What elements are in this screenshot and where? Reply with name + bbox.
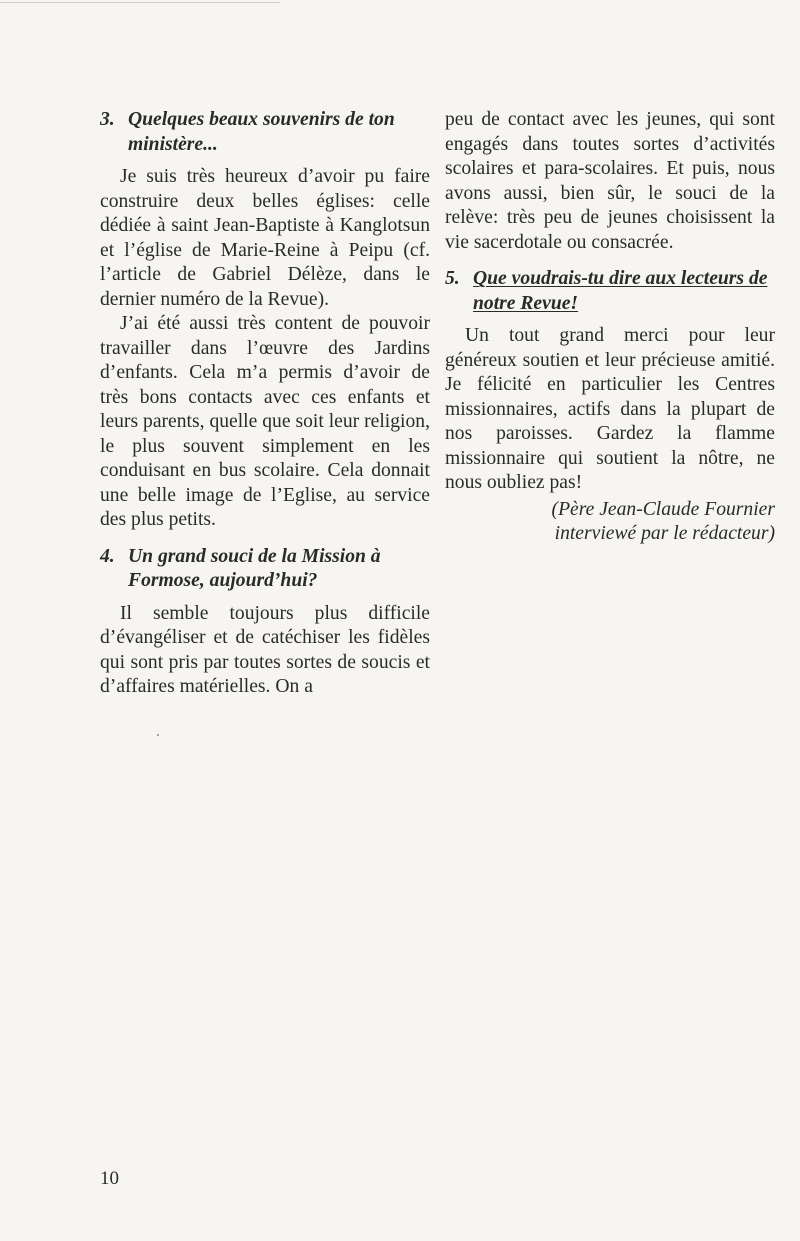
signoff-line-2: interviewé par le rédacteur) (554, 523, 775, 544)
signoff-line-1: (Père Jean-Claude Fournier (551, 498, 775, 520)
print-speck (157, 734, 159, 736)
question-4-heading (100, 545, 430, 594)
top-edge-rule (0, 2, 280, 3)
signoff (445, 498, 775, 547)
question-4-title: Un grand souci de la Mission à Formose, aujourd’hui? (128, 545, 381, 591)
left-column (100, 108, 430, 700)
answer-3-paragraph-2: J’ai été aussi très content de pouvoir travailler dans l’œuvre des Jardins d’enfants. Cela m’a permis d’avoir de très bons contacts avec ces enfants et leurs parents, quelle que soit leur religion, le plus souvent simplement en les conduisant en bus scolaire. Cela donnait une belle image de l’Eglise, au service des plus petits. (100, 313, 430, 530)
question-4-number: 4. (100, 545, 115, 567)
question-3-heading (100, 108, 430, 157)
answer-3-paragraph-1: Je suis très heureux d’avoir pu faire construire deux belles églises: celle dédiée à saint Jean-Baptiste à Kanglotsun et l’église de Marie-Reine à Peipu (cf. l’article de Gabriel Délèze, dans le dernier numéro de la Revue). (100, 166, 430, 310)
answer-4-paragraph-continued: peu de contact avec les jeunes, qui sont engagés dans toutes sortes d’activités scolaires et para-scolaires. Et puis, nous avons aussi, bien sûr, le souci de la relève: très peu de jeunes choisissent la vie sacerdotale ou consacrée. (445, 109, 775, 253)
question-5-number: 5. (445, 268, 460, 289)
answer-5-paragraph: Un tout grand merci pour leur généreux soutien et leur précieuse amitié. Je félicité en particulier les Centres missionnaires, actifs dans la plupart de nos paroisses. Gardez la flamme missionnaire qui soutient la nôtre, ne nous oubliez pas! (445, 325, 775, 493)
question-3-title: Quelques beaux souvenirs de ton ministère... (128, 109, 395, 155)
answer-4-paragraph-start: Il semble toujours plus difficile d’évangéliser et de catéchiser les fidèles qui sont pris par toutes sortes de soucis et d’affaires matérielles. On a (100, 602, 430, 697)
page-number: 10 (100, 1168, 119, 1189)
right-column (445, 108, 775, 547)
question-5-title: Que voudrais-tu dire aux lecteurs de notre Revue! (473, 268, 768, 314)
question-3-number: 3. (100, 109, 115, 130)
question-5-heading (445, 267, 775, 316)
